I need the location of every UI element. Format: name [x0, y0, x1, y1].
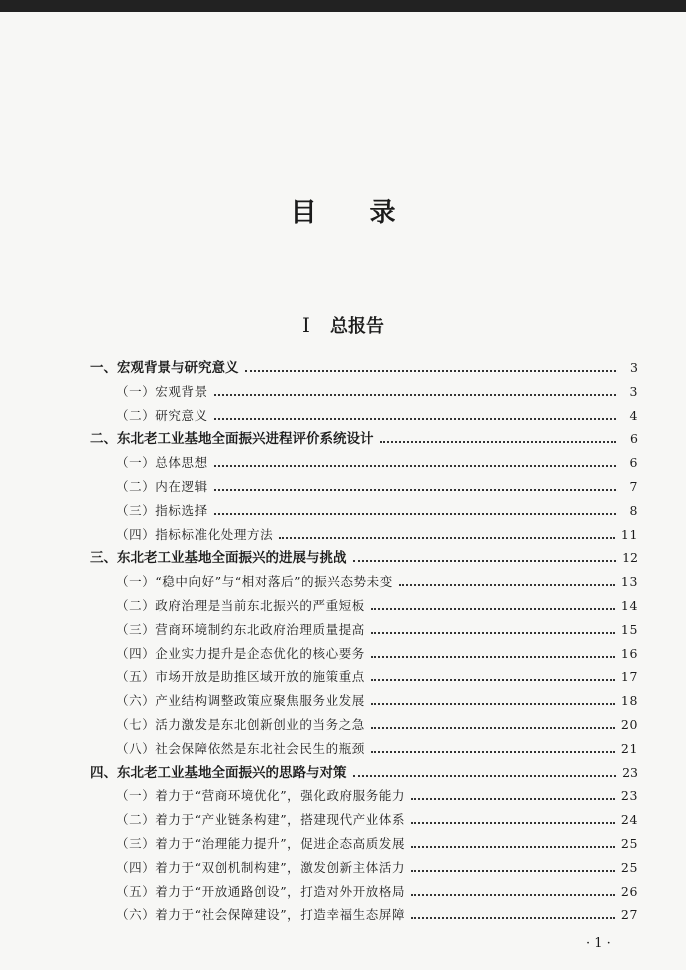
dot-leader [371, 678, 615, 681]
toc-entry-page: 23 [622, 764, 638, 780]
toc-entry-page: 11 [620, 526, 638, 542]
toc-chapter-entry[interactable] [90, 548, 638, 568]
toc-entry-label: （一）“稳中向好”与“相对落后”的振兴态势未变 [116, 574, 393, 590]
toc-subentry[interactable] [116, 525, 638, 545]
toc-subentry[interactable] [116, 858, 638, 878]
toc-subentry[interactable] [116, 620, 638, 640]
dot-leader [371, 631, 615, 634]
toc-subentry[interactable] [116, 501, 638, 521]
toc-subentry[interactable] [116, 382, 638, 402]
dot-leader [214, 512, 616, 515]
dot-leader [399, 583, 615, 586]
toc-entry-page: 13 [620, 574, 638, 590]
section-heading [0, 312, 686, 338]
toc-entry-label: （一）宏观背景 [116, 383, 208, 399]
toc-subentry[interactable] [116, 691, 638, 711]
toc-chapter-entry[interactable] [90, 358, 638, 378]
toc-subentry[interactable] [116, 453, 638, 473]
toc-entry-label: （二）着力于“产业链条构建”，搭建现代产业体系 [116, 812, 406, 828]
toc-entry-label: （三）营商环境制约东北政府治理质量提高 [116, 621, 365, 637]
dot-leader [411, 797, 615, 800]
dot-leader [353, 559, 617, 562]
toc-entry-label: 四、东北老工业基地全面振兴的思路与对策 [90, 764, 347, 781]
toc-entry-page: 14 [620, 598, 638, 613]
toc-entry-label: （四）企业实力提升是企态优化的核心要务 [116, 645, 365, 661]
section-number: I [302, 313, 310, 337]
toc-subentry[interactable] [116, 834, 638, 854]
toc-entry-label: （六）产业结构调整政策应聚焦服务业发展 [116, 693, 365, 709]
toc-subentry[interactable] [116, 667, 638, 687]
toc-entry-page: 26 [620, 883, 638, 899]
scan-top-edge [0, 0, 686, 12]
dot-leader [371, 607, 615, 610]
dot-leader [411, 845, 615, 848]
toc-entry-label: （三）指标选择 [116, 502, 208, 518]
toc-chapter-entry[interactable] [90, 763, 638, 783]
toc-entry-page: 20 [620, 717, 638, 732]
toc-entry-page: 6 [629, 455, 638, 471]
dot-leader [279, 536, 615, 539]
toc-entry-page: 6 [630, 431, 638, 447]
toc-entry-label: （五）市场开放是助推区域开放的施策重点 [116, 669, 365, 685]
dot-leader [411, 869, 615, 872]
toc-entry-label: （一）着力于“营商环境优化”，强化政府服务能力 [116, 788, 406, 804]
toc-entry-label: （七）活力激发是东北创新创业的当务之急 [116, 717, 365, 732]
dot-leader [245, 369, 617, 372]
toc-subentry[interactable] [116, 406, 638, 426]
toc-entry-label: （六）着力于“社会保障建设”，打造幸福生态屏障 [116, 907, 406, 923]
dot-leader [353, 774, 617, 777]
dot-leader [411, 916, 615, 919]
toc-entry-label: （四）指标标准化处理方法 [116, 526, 274, 542]
dot-leader [214, 417, 616, 420]
toc-entry-page: 18 [620, 693, 638, 709]
toc-entry-label: （二）研究意义 [116, 407, 208, 423]
toc-subentry[interactable] [116, 644, 638, 664]
toc-entry-page: 25 [620, 859, 638, 875]
toc-entry-page: 25 [620, 836, 638, 851]
toc-entry-label: （一）总体思想 [116, 455, 208, 471]
dot-leader [214, 464, 616, 467]
toc-entry-page: 23 [620, 788, 638, 804]
dot-leader [214, 393, 616, 396]
toc-entry-page: 27 [620, 907, 638, 923]
toc-subentry[interactable] [116, 596, 638, 616]
toc-entry-page: 4 [629, 407, 638, 423]
toc-entry-page: 24 [620, 812, 638, 828]
toc-subentry[interactable] [116, 739, 638, 759]
toc-entry-page: 17 [620, 669, 638, 685]
dot-leader [371, 655, 615, 658]
toc-subentry[interactable] [116, 882, 638, 902]
page-title: 目 录 [290, 198, 418, 228]
toc-subentry[interactable] [116, 905, 638, 925]
toc-entry-page: 16 [620, 645, 638, 661]
toc-entry-label: 二、东北老工业基地全面振兴进程评价系统设计 [90, 431, 374, 448]
toc-entry-page: 15 [620, 621, 638, 637]
section-title: 总报告 [329, 316, 384, 337]
dot-leader [411, 893, 615, 896]
dot-leader [380, 440, 617, 443]
dot-leader [411, 821, 615, 824]
toc-chapter-entry[interactable] [90, 429, 638, 449]
toc-entry-label: （二）政府治理是当前东北振兴的严重短板 [116, 598, 365, 613]
toc-subentry[interactable] [116, 810, 638, 830]
page-number: · 1 · [586, 936, 611, 951]
dot-leader [371, 702, 615, 705]
toc-entry-page: 12 [622, 550, 638, 566]
toc-entry-label: 三、东北老工业基地全面振兴的进展与挑战 [90, 550, 347, 567]
toc-entry-page: 3 [629, 383, 638, 399]
toc-entry-page: 8 [629, 502, 638, 518]
toc-subentry[interactable] [116, 572, 638, 592]
dot-leader [371, 750, 615, 753]
toc-entry-label: （八）社会保障依然是东北社会民生的瓶颈 [116, 740, 365, 756]
toc-entry-page: 21 [620, 740, 638, 756]
toc-subentry[interactable] [116, 715, 638, 735]
toc-subentry[interactable] [116, 786, 638, 806]
dot-leader [214, 488, 616, 491]
dot-leader [371, 726, 615, 729]
toc-entry-label: （四）着力于“双创机制构建”，激发创新主体活力 [116, 859, 406, 875]
toc-entry-label: （三）着力于“治理能力提升”，促进企态高质发展 [116, 836, 406, 851]
toc-entry-label: （五）着力于“开放通路创设”，打造对外开放格局 [116, 883, 406, 899]
toc-entry-label: 一、宏观背景与研究意义 [90, 360, 239, 376]
toc-subentry[interactable] [116, 477, 638, 497]
toc-entry-page: 3 [630, 360, 638, 375]
toc-entry-page: 7 [629, 479, 638, 494]
toc-entry-label: （二）内在逻辑 [116, 479, 208, 494]
